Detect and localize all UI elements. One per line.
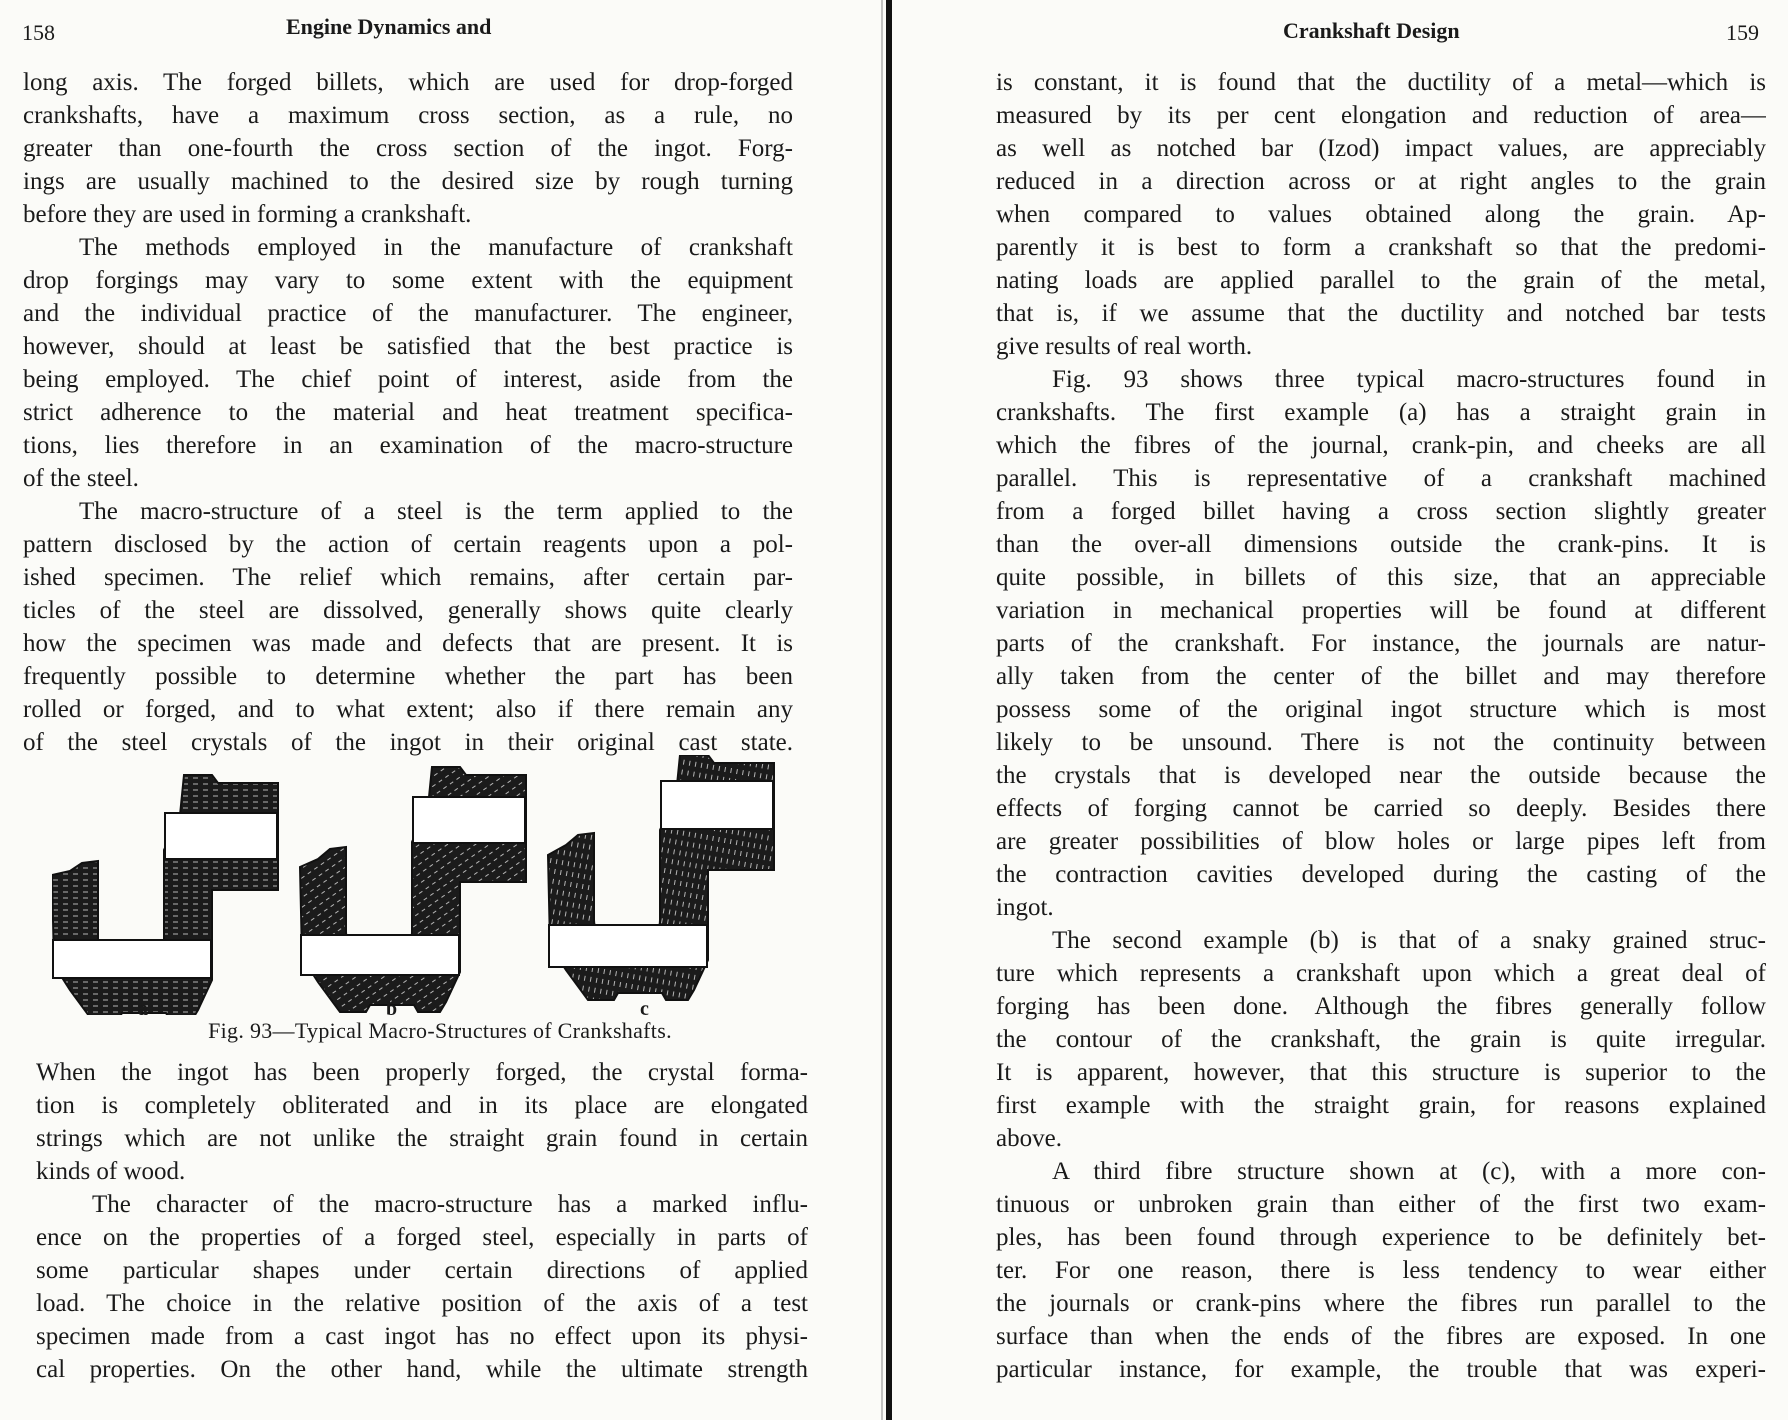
- text-line: likely to be unsound. There is not the continuity between: [996, 729, 1766, 756]
- book-spine: [886, 0, 892, 1420]
- text-line: parently it is best to form a crankshaft so that the predomi-: [996, 234, 1766, 261]
- text-line: first example with the straight grain, for reasons explained: [996, 1092, 1766, 1119]
- text-line: crankshafts. The first example (a) has a straight grain in: [996, 399, 1766, 426]
- text-line: ence on the properties of a forged steel, especially in parts of: [36, 1224, 808, 1251]
- text-line: specimen made from a cast ingot has no effect upon its physi-: [36, 1323, 808, 1350]
- text-line: kinds of wood.: [36, 1158, 186, 1185]
- text-line: rolled or forged, and to what extent; also if there remain any: [23, 696, 793, 723]
- text-line: quite possible, in billets of this size, that an appreciable: [996, 564, 1766, 591]
- text-line: give results of real worth.: [996, 333, 1253, 360]
- text-line: ings are usually machined to the desired size by rough turning: [23, 168, 793, 195]
- text-line: tions, lies therefore in an examination of the macro-structure: [23, 432, 793, 459]
- text-line: from a forged billet having a cross section slightly greater: [996, 498, 1766, 525]
- text-line: long axis. The forged billets, which are used for drop-forged: [23, 69, 793, 96]
- text-line: before they are used in forming a crankshaft.: [23, 201, 472, 228]
- text-line: particular instance, for example, the trouble that was experi-: [996, 1356, 1766, 1383]
- crankshaft-b: [300, 767, 526, 1012]
- text-line: The methods employed in the manufacture of crankshaft: [79, 234, 793, 261]
- crankshaft-c: [548, 755, 774, 1000]
- text-line: ticles of the steel are dissolved, generally shows quite clearly: [23, 597, 793, 624]
- right-page-text: [996, 66, 1766, 1386]
- text-line: ture which represents a crankshaft upon which a great deal of: [996, 960, 1766, 987]
- text-line: when compared to values obtained along the grain. Ap-: [996, 201, 1766, 228]
- text-line: ally taken from the center of the billet and may therefore: [996, 663, 1766, 690]
- text-line: effects of forging cannot be carried so deeply. Besides there: [996, 795, 1766, 822]
- text-line: and the individual practice of the manufacturer. The engineer,: [23, 300, 793, 327]
- text-line: as well as notched bar (Izod) impact values, are appreciably: [996, 135, 1766, 162]
- right-running-head: Crankshaft Design: [1283, 18, 1460, 43]
- text-line: which the fibres of the journal, crank-pin, and cheeks are all: [996, 432, 1766, 459]
- text-line: The second example (b) is that of a snaky grained struc-: [1052, 927, 1766, 954]
- left-page-text-bottom: [36, 1056, 808, 1386]
- text-line: measured by its per cent elongation and reduction of area—: [996, 102, 1766, 129]
- text-line: however, should at least be satisfied that the best practice is: [23, 333, 793, 360]
- text-line: the contraction cavities developed during the casting of the: [996, 861, 1766, 888]
- text-line: drop forgings may vary to some extent with the equipment: [23, 267, 793, 294]
- text-line: the journals or crank-pins where the fibres run parallel to the: [996, 1290, 1766, 1317]
- text-line: It is apparent, however, that this structure is superior to the: [996, 1059, 1766, 1086]
- text-line: ter. For one reason, there is less tendency to wear either: [996, 1257, 1766, 1284]
- figure-label-b: b: [386, 998, 398, 1020]
- text-line: ingot.: [996, 894, 1054, 921]
- text-line: is constant, it is found that the ductility of a metal—which is: [996, 69, 1766, 96]
- text-line: ished specimen. The relief which remains, after certain par-: [23, 564, 793, 591]
- text-line: how the specimen was made and defects that are present. It is: [23, 630, 793, 657]
- crankshaft-a: [52, 775, 278, 1015]
- text-line: ples, has been found through experience to be definitely bet-: [996, 1224, 1766, 1251]
- text-line: are greater possibilities of blow holes or large pipes left from: [996, 828, 1766, 855]
- text-line: of the steel.: [23, 465, 139, 492]
- book-gutter-shadow: [881, 0, 883, 1420]
- figure-label-c: c: [640, 998, 649, 1020]
- figure-label-a: a: [138, 998, 148, 1020]
- text-line: tinuous or unbroken grain than either of the first two exam-: [996, 1191, 1766, 1218]
- text-line: Fig. 93 shows three typical macro-structures found in: [1052, 366, 1766, 393]
- text-line: forging has been done. Although the fibres generally follow: [996, 993, 1766, 1020]
- text-line: the contour of the crankshaft, the grain is quite irregular.: [996, 1026, 1766, 1053]
- text-line: that is, if we assume that the ductility and notched bar tests: [996, 300, 1766, 327]
- text-line: than the over-all dimensions outside the crank-pins. It is: [996, 531, 1766, 558]
- text-line: nating loads are applied parallel to the grain of the metal,: [996, 267, 1766, 294]
- text-line: When the ingot has been properly forged, the crystal forma-: [36, 1059, 808, 1086]
- text-line: parts of the crankshaft. For instance, the journals are natur-: [996, 630, 1766, 657]
- text-line: tion is completely obliterated and in its place are elongated: [36, 1092, 808, 1119]
- text-line: frequently possible to determine whether the part has been: [23, 663, 793, 690]
- left-page-text-top: [23, 66, 793, 759]
- text-line: pattern disclosed by the action of certain reagents upon a pol-: [23, 531, 793, 558]
- right-page-number: 159: [1726, 20, 1759, 45]
- text-line: The macro-structure of a steel is the term applied to the: [79, 498, 793, 525]
- text-line: above.: [996, 1125, 1062, 1152]
- text-line: greater than one-fourth the cross section of the ingot. Forg-: [23, 135, 793, 162]
- text-line: The character of the macro-structure has a marked influ-: [92, 1191, 808, 1218]
- text-line: crankshafts, have a maximum cross section, as a rule, no: [23, 102, 793, 129]
- text-line: load. The choice in the relative position of the axis of a test: [36, 1290, 808, 1317]
- text-line: variation in mechanical properties will be found at different: [996, 597, 1766, 624]
- text-line: cal properties. On the other hand, while the ultimate strength: [36, 1356, 808, 1383]
- text-line: strict adherence to the material and heat treatment specifica-: [23, 399, 793, 426]
- figure-caption: Fig. 93—Typical Macro-Structures of Crankshafts.: [208, 1018, 672, 1043]
- text-line: parallel. This is representative of a crankshaft machined: [996, 465, 1766, 492]
- text-line: reduced in a direction across or at right angles to the grain: [996, 168, 1766, 195]
- left-page-number: 158: [22, 20, 55, 45]
- text-line: being employed. The chief point of interest, aside from the: [23, 366, 793, 393]
- text-line: A third fibre structure shown at (c), with a more con-: [1052, 1158, 1766, 1185]
- text-line: some particular shapes under certain directions of applied: [36, 1257, 808, 1284]
- crankshaft-macro-structure-figure: [52, 755, 787, 1015]
- text-line: of the steel crystals of the ingot in their original cast state.: [23, 729, 793, 756]
- text-line: strings which are not unlike the straight grain found in certain: [36, 1125, 808, 1152]
- left-running-head: Engine Dynamics and: [286, 14, 492, 39]
- text-line: possess some of the original ingot structure which is most: [996, 696, 1766, 723]
- text-line: surface than when the ends of the fibres are exposed. In one: [996, 1323, 1766, 1350]
- text-line: the crystals that is developed near the outside because the: [996, 762, 1766, 789]
